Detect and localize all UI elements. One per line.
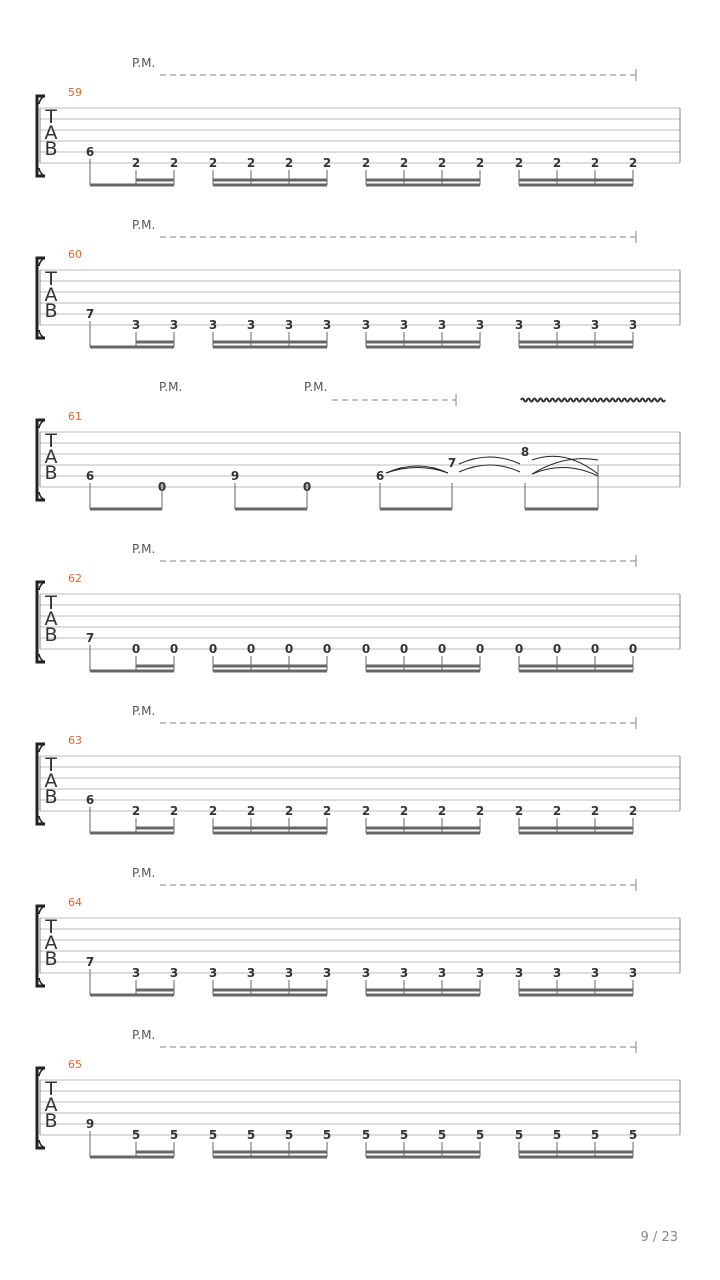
fret-number: 0 — [284, 642, 294, 656]
fret-number: 3 — [246, 966, 256, 980]
tab-letter-b: B — [44, 300, 58, 322]
fret-number: 2 — [437, 156, 447, 170]
fret-number: 3 — [437, 966, 447, 980]
fret-number: 0 — [169, 642, 179, 656]
fret-number: 5 — [284, 1128, 294, 1142]
fret-number: 3 — [208, 318, 218, 332]
palm-mute-label: P.M. — [132, 866, 156, 880]
tab-letter-t: T — [45, 106, 57, 128]
fret-number: 3 — [399, 318, 409, 332]
tab-letter-b: B — [44, 138, 58, 160]
tab-letter-t: T — [45, 754, 57, 776]
tab-letter-b: B — [44, 948, 58, 970]
fret-number: 3 — [628, 318, 638, 332]
tab-system-65 — [37, 1028, 680, 1157]
fret-number: 5 — [361, 1128, 371, 1142]
fret-number: 0 — [302, 480, 312, 494]
fret-number: 3 — [437, 318, 447, 332]
tab-system-59 — [37, 56, 680, 185]
tab-letter-a: A — [44, 608, 58, 630]
fret-number: 3 — [322, 966, 332, 980]
fret-number: 5 — [131, 1128, 141, 1142]
tab-letter-t: T — [45, 1078, 57, 1100]
fret-number: 5 — [399, 1128, 409, 1142]
fret-number: 2 — [552, 804, 562, 818]
palm-mute-label: P.M. — [132, 218, 156, 232]
fret-number: 3 — [246, 318, 256, 332]
measure-number: 59 — [68, 86, 82, 99]
fret-number: 2 — [322, 156, 332, 170]
fret-number: 7 — [85, 955, 95, 969]
palm-mute-label: P.M. — [159, 380, 183, 394]
measure-number: 60 — [68, 248, 82, 261]
fret-number: 2 — [514, 156, 524, 170]
tab-letter-b: B — [44, 624, 58, 646]
fret-number: 3 — [169, 318, 179, 332]
fret-number: 2 — [628, 156, 638, 170]
fret-number: 3 — [552, 966, 562, 980]
tab-letter-t: T — [45, 916, 57, 938]
fret-number: 3 — [208, 966, 218, 980]
fret-number: 6 — [85, 145, 95, 159]
fret-number: 5 — [208, 1128, 218, 1142]
fret-number: 0 — [590, 642, 600, 656]
fret-number: 2 — [169, 804, 179, 818]
fret-number: 0 — [131, 642, 141, 656]
fret-number: 2 — [590, 804, 600, 818]
fret-number: 3 — [475, 318, 485, 332]
fret-number: 3 — [590, 966, 600, 980]
tab-letter-a: A — [44, 1094, 58, 1116]
tab-letter-b: B — [44, 1110, 58, 1132]
fret-number: 2 — [475, 156, 485, 170]
fret-number: 2 — [552, 156, 562, 170]
tab-letter-b: B — [44, 462, 58, 484]
fret-number: 3 — [131, 318, 141, 332]
fret-number: 3 — [628, 966, 638, 980]
fret-number: 3 — [552, 318, 562, 332]
fret-number: 5 — [246, 1128, 256, 1142]
measure-number: 62 — [68, 572, 82, 585]
fret-number: 0 — [157, 480, 167, 494]
palm-mute-label: P.M. — [304, 380, 328, 394]
fret-number: 7 — [85, 307, 95, 321]
fret-number: 5 — [628, 1128, 638, 1142]
page-number: 9 / 23 — [640, 1230, 678, 1245]
fret-number: 5 — [590, 1128, 600, 1142]
fret-number: 7 — [85, 631, 95, 645]
fret-number: 8 — [520, 445, 530, 459]
fret-number: 2 — [246, 804, 256, 818]
fret-number: 2 — [131, 804, 141, 818]
fret-number: 0 — [475, 642, 485, 656]
fret-number: 3 — [361, 318, 371, 332]
fret-number: 2 — [437, 804, 447, 818]
fret-number: 0 — [437, 642, 447, 656]
fret-number: 3 — [284, 966, 294, 980]
fret-number: 0 — [552, 642, 562, 656]
fret-number: 2 — [246, 156, 256, 170]
fret-number: 2 — [208, 156, 218, 170]
fret-number: 0 — [361, 642, 371, 656]
slur — [386, 468, 448, 474]
tab-system-60 — [37, 218, 680, 347]
fret-number: 3 — [590, 318, 600, 332]
fret-number: 5 — [475, 1128, 485, 1142]
fret-number: 2 — [514, 804, 524, 818]
measure-number: 65 — [68, 1058, 82, 1071]
fret-number: 3 — [399, 966, 409, 980]
fret-number: 2 — [590, 156, 600, 170]
fret-number: 3 — [131, 966, 141, 980]
fret-number: 2 — [399, 804, 409, 818]
fret-number: 6 — [85, 793, 95, 807]
tab-letter-a: A — [44, 122, 58, 144]
tab-system-64 — [37, 866, 680, 995]
slur — [459, 465, 520, 472]
fret-number: 5 — [437, 1128, 447, 1142]
measure-number: 63 — [68, 734, 82, 747]
tab-letter-t: T — [45, 430, 57, 452]
measure-number: 61 — [68, 410, 82, 423]
tab-system-62 — [37, 542, 680, 671]
fret-number: 2 — [284, 804, 294, 818]
fret-number: 6 — [375, 469, 385, 483]
fret-number: 3 — [361, 966, 371, 980]
fret-number: 3 — [514, 966, 524, 980]
fret-number: 2 — [628, 804, 638, 818]
fret-number: 2 — [475, 804, 485, 818]
fret-number: 7 — [447, 456, 457, 470]
fret-number: 3 — [284, 318, 294, 332]
fret-number: 2 — [361, 156, 371, 170]
vibrato-marking — [521, 399, 665, 402]
fret-number: 2 — [284, 156, 294, 170]
fret-number: 5 — [169, 1128, 179, 1142]
fret-number: 5 — [322, 1128, 332, 1142]
fret-number: 2 — [169, 156, 179, 170]
slur — [459, 457, 520, 464]
measure-number: 64 — [68, 896, 82, 909]
tab-letter-a: A — [44, 284, 58, 306]
fret-number: 0 — [628, 642, 638, 656]
fret-number: 5 — [514, 1128, 524, 1142]
tab-letter-a: A — [44, 446, 58, 468]
fret-number: 0 — [399, 642, 409, 656]
fret-number: 0 — [514, 642, 524, 656]
fret-number: 3 — [514, 318, 524, 332]
tab-letter-a: A — [44, 770, 58, 792]
tab-letter-t: T — [45, 268, 57, 290]
fret-number: 5 — [552, 1128, 562, 1142]
fret-number: 3 — [475, 966, 485, 980]
tab-letter-a: A — [44, 932, 58, 954]
fret-number: 3 — [322, 318, 332, 332]
palm-mute-label: P.M. — [132, 56, 156, 70]
fret-number: 2 — [322, 804, 332, 818]
fret-number: 2 — [208, 804, 218, 818]
tab-letter-b: B — [44, 786, 58, 808]
fret-number: 0 — [322, 642, 332, 656]
palm-mute-label: P.M. — [132, 542, 156, 556]
palm-mute-label: P.M. — [132, 704, 156, 718]
fret-number: 9 — [230, 469, 240, 483]
fret-number: 9 — [85, 1117, 95, 1131]
tab-system-61 — [37, 380, 680, 509]
palm-mute-label: P.M. — [132, 1028, 156, 1042]
fret-number: 0 — [246, 642, 256, 656]
fret-number: 2 — [131, 156, 141, 170]
fret-number: 6 — [85, 469, 95, 483]
tab-system-63 — [37, 704, 680, 833]
fret-number: 2 — [361, 804, 371, 818]
fret-number: 3 — [169, 966, 179, 980]
tab-letter-t: T — [45, 592, 57, 614]
fret-number: 0 — [208, 642, 218, 656]
fret-number: 2 — [399, 156, 409, 170]
